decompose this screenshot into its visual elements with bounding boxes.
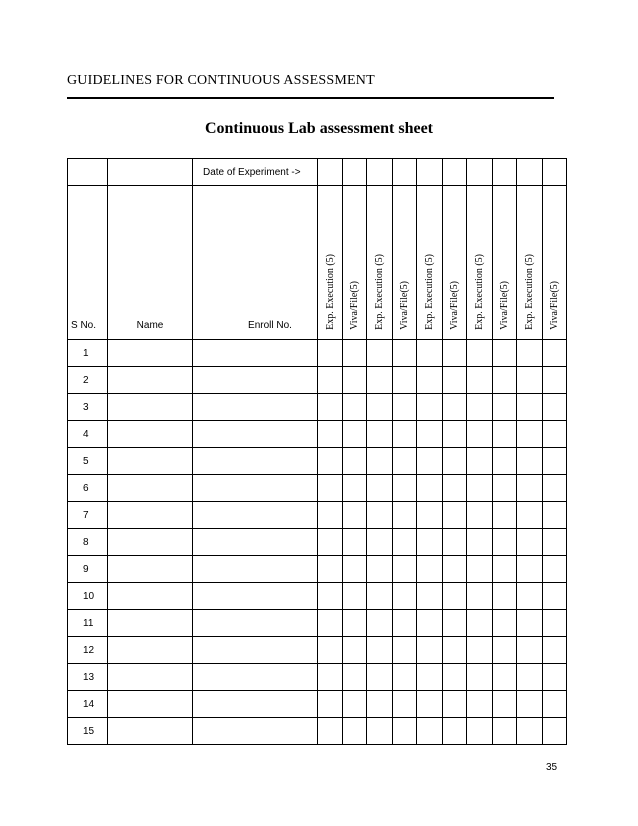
- exp-execution-cell[interactable]: [318, 529, 343, 556]
- exp-execution-cell[interactable]: [467, 448, 493, 475]
- viva-file-cell[interactable]: [543, 448, 567, 475]
- exp-execution-cell[interactable]: [367, 367, 393, 394]
- viva-file-cell[interactable]: [493, 637, 517, 664]
- viva-file-cell[interactable]: [543, 529, 567, 556]
- name-cell[interactable]: [108, 475, 193, 502]
- row-number: 12: [68, 637, 108, 664]
- viva-file-cell[interactable]: [443, 367, 467, 394]
- viva-file-cell[interactable]: [443, 583, 467, 610]
- viva-file-cell[interactable]: [343, 637, 367, 664]
- viva-file-cell[interactable]: [443, 475, 467, 502]
- table-row: [68, 556, 567, 583]
- viva-file-cell[interactable]: [543, 583, 567, 610]
- exp-execution-cell[interactable]: [467, 502, 493, 529]
- enroll-cell[interactable]: [193, 556, 318, 583]
- name-cell[interactable]: [108, 421, 193, 448]
- viva-file-cell[interactable]: [443, 637, 467, 664]
- exp-execution-cell[interactable]: [318, 691, 343, 718]
- table-row: [68, 394, 567, 421]
- viva-file-cell[interactable]: [393, 718, 417, 745]
- date-row: [68, 159, 567, 186]
- enroll-cell[interactable]: [193, 718, 318, 745]
- viva-file-cell[interactable]: [543, 367, 567, 394]
- table-row: [68, 691, 567, 718]
- exp-execution-cell[interactable]: [318, 556, 343, 583]
- exp-execution-cell[interactable]: [367, 691, 393, 718]
- viva-file-cell[interactable]: [543, 421, 567, 448]
- column-header-viva-file: Viva/File(5): [393, 186, 417, 340]
- viva-file-cell[interactable]: [343, 718, 367, 745]
- table-row: [68, 340, 567, 367]
- blank-cell: [68, 159, 108, 186]
- name-cell[interactable]: [108, 448, 193, 475]
- viva-file-cell[interactable]: [493, 475, 517, 502]
- column-header-exp-execution: Exp. Execution (5): [467, 186, 493, 340]
- viva-file-cell[interactable]: [493, 448, 517, 475]
- exp-execution-cell[interactable]: [417, 610, 443, 637]
- enroll-cell[interactable]: [193, 664, 318, 691]
- exp-execution-cell[interactable]: [367, 502, 393, 529]
- date-cell[interactable]: [443, 159, 467, 186]
- enroll-cell[interactable]: [193, 583, 318, 610]
- column-header-exp-execution: Exp. Execution (5): [417, 186, 443, 340]
- exp-execution-cell[interactable]: [517, 583, 543, 610]
- column-header-name: Name: [108, 186, 193, 340]
- viva-file-cell[interactable]: [493, 529, 517, 556]
- table-row: [68, 367, 567, 394]
- date-cell[interactable]: [467, 159, 493, 186]
- date-cell[interactable]: [367, 159, 393, 186]
- viva-file-cell[interactable]: [493, 340, 517, 367]
- exp-execution-cell[interactable]: [517, 421, 543, 448]
- exp-execution-cell[interactable]: [417, 502, 443, 529]
- exp-execution-cell[interactable]: [417, 340, 443, 367]
- viva-file-cell[interactable]: [443, 502, 467, 529]
- row-number: 9: [68, 556, 108, 583]
- viva-file-cell[interactable]: [343, 610, 367, 637]
- name-cell[interactable]: [108, 340, 193, 367]
- viva-file-cell[interactable]: [543, 664, 567, 691]
- viva-file-cell[interactable]: [443, 691, 467, 718]
- viva-file-cell[interactable]: [543, 475, 567, 502]
- exp-execution-cell[interactable]: [517, 691, 543, 718]
- viva-file-cell[interactable]: [543, 556, 567, 583]
- exp-execution-cell[interactable]: [318, 394, 343, 421]
- date-cell[interactable]: [393, 159, 417, 186]
- date-cell[interactable]: [318, 159, 343, 186]
- row-number: 10: [68, 583, 108, 610]
- column-header-exp-execution: Exp. Execution (5): [318, 186, 343, 340]
- exp-execution-cell[interactable]: [367, 448, 393, 475]
- row-number: 6: [68, 475, 108, 502]
- viva-file-cell[interactable]: [543, 637, 567, 664]
- viva-file-cell[interactable]: [443, 718, 467, 745]
- viva-file-cell[interactable]: [393, 448, 417, 475]
- table-row: [68, 421, 567, 448]
- exp-execution-cell[interactable]: [517, 340, 543, 367]
- viva-file-cell[interactable]: [543, 718, 567, 745]
- name-cell[interactable]: [108, 556, 193, 583]
- exp-execution-cell[interactable]: [417, 556, 443, 583]
- viva-file-cell[interactable]: [343, 475, 367, 502]
- table-row: [68, 664, 567, 691]
- viva-file-cell[interactable]: [443, 448, 467, 475]
- viva-file-cell[interactable]: [393, 691, 417, 718]
- section-heading: GUIDELINES FOR CONTINUOUS ASSESSMENT: [67, 73, 375, 88]
- viva-file-cell[interactable]: [343, 529, 367, 556]
- viva-file-cell[interactable]: [493, 556, 517, 583]
- date-cell[interactable]: [343, 159, 367, 186]
- viva-file-cell[interactable]: [343, 448, 367, 475]
- table-row: [68, 718, 567, 745]
- table-row: [68, 610, 567, 637]
- name-cell[interactable]: [108, 718, 193, 745]
- exp-execution-cell[interactable]: [517, 556, 543, 583]
- viva-file-cell[interactable]: [443, 421, 467, 448]
- column-header-exp-execution: Exp. Execution (5): [367, 186, 393, 340]
- exp-execution-cell[interactable]: [367, 583, 393, 610]
- enroll-cell[interactable]: [193, 691, 318, 718]
- heading-divider: [67, 97, 554, 99]
- column-header-viva-file: Viva/File(5): [443, 186, 467, 340]
- viva-file-cell[interactable]: [543, 502, 567, 529]
- table-row: [68, 529, 567, 556]
- viva-file-cell[interactable]: [393, 583, 417, 610]
- viva-file-cell[interactable]: [393, 637, 417, 664]
- sheet-title: Continuous Lab assessment sheet: [204, 120, 434, 137]
- table-row: [68, 637, 567, 664]
- page-number: 35: [546, 762, 558, 773]
- exp-execution-cell[interactable]: [467, 610, 493, 637]
- exp-execution-cell[interactable]: [467, 475, 493, 502]
- enroll-cell[interactable]: [193, 502, 318, 529]
- viva-file-cell[interactable]: [493, 394, 517, 421]
- viva-file-cell[interactable]: [343, 340, 367, 367]
- exp-execution-cell[interactable]: [467, 340, 493, 367]
- viva-file-cell[interactable]: [393, 475, 417, 502]
- viva-file-cell[interactable]: [493, 367, 517, 394]
- enroll-cell[interactable]: [193, 448, 318, 475]
- viva-file-cell[interactable]: [393, 367, 417, 394]
- row-number: 5: [68, 448, 108, 475]
- exp-execution-cell[interactable]: [467, 529, 493, 556]
- row-number: 13: [68, 664, 108, 691]
- viva-file-cell[interactable]: [343, 664, 367, 691]
- viva-file-cell[interactable]: [443, 610, 467, 637]
- name-cell[interactable]: [108, 664, 193, 691]
- viva-file-cell[interactable]: [543, 394, 567, 421]
- exp-execution-cell[interactable]: [517, 448, 543, 475]
- exp-execution-cell[interactable]: [367, 637, 393, 664]
- row-number: 1: [68, 340, 108, 367]
- exp-execution-cell[interactable]: [517, 610, 543, 637]
- exp-execution-cell[interactable]: [367, 718, 393, 745]
- viva-file-cell[interactable]: [493, 583, 517, 610]
- column-header-viva-file: Viva/File(5): [493, 186, 517, 340]
- viva-file-cell[interactable]: [443, 556, 467, 583]
- name-cell[interactable]: [108, 637, 193, 664]
- viva-file-cell[interactable]: [543, 340, 567, 367]
- exp-execution-cell[interactable]: [517, 664, 543, 691]
- exp-execution-cell[interactable]: [367, 610, 393, 637]
- row-number: 14: [68, 691, 108, 718]
- table-row: [68, 502, 567, 529]
- exp-execution-cell[interactable]: [517, 394, 543, 421]
- exp-execution-cell[interactable]: [467, 664, 493, 691]
- viva-file-cell[interactable]: [343, 556, 367, 583]
- assessment-table: [67, 158, 567, 745]
- exp-execution-cell[interactable]: [467, 394, 493, 421]
- date-cell[interactable]: [543, 159, 567, 186]
- viva-file-cell[interactable]: [343, 394, 367, 421]
- exp-execution-cell[interactable]: [367, 475, 393, 502]
- exp-execution-cell[interactable]: [417, 421, 443, 448]
- exp-execution-cell[interactable]: [517, 475, 543, 502]
- date-cell[interactable]: [417, 159, 443, 186]
- date-cell[interactable]: [493, 159, 517, 186]
- row-number: 8: [68, 529, 108, 556]
- table-row: [68, 448, 567, 475]
- exp-execution-cell[interactable]: [318, 583, 343, 610]
- enroll-cell[interactable]: [193, 340, 318, 367]
- name-cell[interactable]: [108, 583, 193, 610]
- column-header-exp-execution: Exp. Execution (5): [517, 186, 543, 340]
- row-number: 2: [68, 367, 108, 394]
- column-header-row: [68, 186, 567, 340]
- column-header-enroll: Enroll No.: [193, 186, 318, 340]
- exp-execution-cell[interactable]: [417, 664, 443, 691]
- viva-file-cell[interactable]: [343, 691, 367, 718]
- exp-execution-cell[interactable]: [417, 529, 443, 556]
- exp-execution-cell[interactable]: [367, 421, 393, 448]
- exp-execution-cell[interactable]: [417, 367, 443, 394]
- exp-execution-cell[interactable]: [517, 637, 543, 664]
- exp-execution-cell[interactable]: [318, 610, 343, 637]
- exp-execution-cell[interactable]: [517, 718, 543, 745]
- exp-execution-cell[interactable]: [318, 340, 343, 367]
- name-cell[interactable]: [108, 502, 193, 529]
- table-row: [68, 583, 567, 610]
- viva-file-cell[interactable]: [543, 691, 567, 718]
- exp-execution-cell[interactable]: [467, 718, 493, 745]
- exp-execution-cell[interactable]: [367, 529, 393, 556]
- viva-file-cell[interactable]: [443, 664, 467, 691]
- enroll-cell[interactable]: [193, 475, 318, 502]
- viva-file-cell[interactable]: [443, 340, 467, 367]
- exp-execution-cell[interactable]: [318, 421, 343, 448]
- viva-file-cell[interactable]: [493, 718, 517, 745]
- name-cell[interactable]: [108, 529, 193, 556]
- exp-execution-cell[interactable]: [318, 448, 343, 475]
- name-cell[interactable]: [108, 394, 193, 421]
- column-header-viva-file: Viva/File(5): [543, 186, 567, 340]
- exp-execution-cell[interactable]: [467, 367, 493, 394]
- viva-file-cell[interactable]: [543, 610, 567, 637]
- enroll-cell[interactable]: [193, 421, 318, 448]
- enroll-cell[interactable]: [193, 394, 318, 421]
- viva-file-cell[interactable]: [393, 664, 417, 691]
- date-cell[interactable]: [517, 159, 543, 186]
- exp-execution-cell[interactable]: [517, 367, 543, 394]
- column-header-sno: S No.: [68, 186, 108, 340]
- viva-file-cell[interactable]: [493, 691, 517, 718]
- viva-file-cell[interactable]: [493, 610, 517, 637]
- exp-execution-cell[interactable]: [517, 529, 543, 556]
- viva-file-cell[interactable]: [343, 502, 367, 529]
- enroll-cell[interactable]: [193, 367, 318, 394]
- viva-file-cell[interactable]: [393, 502, 417, 529]
- exp-execution-cell[interactable]: [517, 502, 543, 529]
- exp-execution-cell[interactable]: [417, 691, 443, 718]
- exp-execution-cell[interactable]: [467, 637, 493, 664]
- exp-execution-cell[interactable]: [467, 691, 493, 718]
- viva-file-cell[interactable]: [393, 610, 417, 637]
- exp-execution-cell[interactable]: [467, 421, 493, 448]
- exp-execution-cell[interactable]: [318, 475, 343, 502]
- viva-file-cell[interactable]: [393, 421, 417, 448]
- exp-execution-cell[interactable]: [417, 718, 443, 745]
- exp-execution-cell[interactable]: [367, 556, 393, 583]
- row-number: 15: [68, 718, 108, 745]
- viva-file-cell[interactable]: [443, 394, 467, 421]
- exp-execution-cell[interactable]: [318, 637, 343, 664]
- exp-execution-cell[interactable]: [417, 475, 443, 502]
- row-number: 3: [68, 394, 108, 421]
- row-number: 7: [68, 502, 108, 529]
- column-header-viva-file: Viva/File(5): [343, 186, 367, 340]
- viva-file-cell[interactable]: [343, 367, 367, 394]
- exp-execution-cell[interactable]: [467, 583, 493, 610]
- enroll-cell[interactable]: [193, 637, 318, 664]
- exp-execution-cell[interactable]: [417, 394, 443, 421]
- viva-file-cell[interactable]: [443, 529, 467, 556]
- row-number: 11: [68, 610, 108, 637]
- viva-file-cell[interactable]: [493, 664, 517, 691]
- name-cell[interactable]: [108, 691, 193, 718]
- viva-file-cell[interactable]: [343, 421, 367, 448]
- exp-execution-cell[interactable]: [467, 556, 493, 583]
- name-cell[interactable]: [108, 367, 193, 394]
- exp-execution-cell[interactable]: [417, 448, 443, 475]
- viva-file-cell[interactable]: [493, 421, 517, 448]
- blank-cell: [108, 159, 193, 186]
- exp-execution-cell[interactable]: [318, 718, 343, 745]
- enroll-cell[interactable]: [193, 610, 318, 637]
- date-of-experiment-label: Date of Experiment ->: [193, 159, 318, 186]
- exp-execution-cell[interactable]: [318, 664, 343, 691]
- viva-file-cell[interactable]: [393, 556, 417, 583]
- viva-file-cell[interactable]: [393, 340, 417, 367]
- viva-file-cell[interactable]: [343, 583, 367, 610]
- viva-file-cell[interactable]: [393, 529, 417, 556]
- enroll-cell[interactable]: [193, 529, 318, 556]
- viva-file-cell[interactable]: [393, 394, 417, 421]
- row-number: 4: [68, 421, 108, 448]
- viva-file-cell[interactable]: [493, 502, 517, 529]
- exp-execution-cell[interactable]: [318, 367, 343, 394]
- exp-execution-cell[interactable]: [417, 637, 443, 664]
- table-row: [68, 475, 567, 502]
- exp-execution-cell[interactable]: [367, 340, 393, 367]
- exp-execution-cell[interactable]: [417, 583, 443, 610]
- name-cell[interactable]: [108, 610, 193, 637]
- exp-execution-cell[interactable]: [318, 502, 343, 529]
- exp-execution-cell[interactable]: [367, 394, 393, 421]
- exp-execution-cell[interactable]: [367, 664, 393, 691]
